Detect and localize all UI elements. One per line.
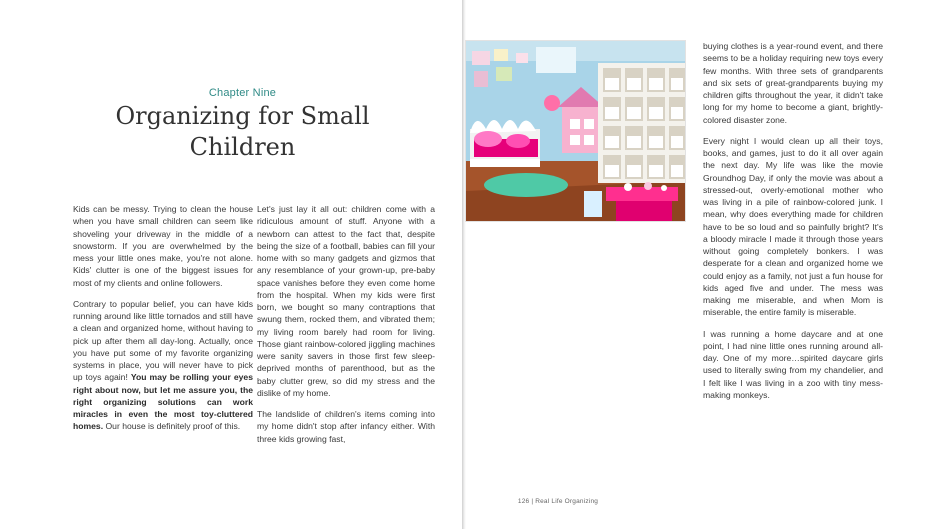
bold-emphasis: You may be rolling your eyes right about now, but let me assure you, the right organizing solutions can work miracles in even the most toy-cluttered homes.	[73, 372, 253, 432]
chapter-label: Chapter Nine	[208, 87, 277, 99]
paragraph: I was running a home daycare and at one point, I had nine little ones running around all-day. One of my more…spirited daycare girls used to literally swing from my chandelier, and I felt like I was living in a zoo with tiny mess-making monkeys.	[703, 328, 883, 400]
paragraph: buying clothes is a year-round event, and there seems to be a holiday requiring new toys every few months. With three sets of grandparents and six sets of great-grandparents buying my children gifts throughout the year, it didn't take long for my home to become a giant, brightly-colored disaster zone.	[703, 41, 883, 125]
chapter-title-line-2: Children	[189, 133, 296, 161]
chapter-title-line-1: Organizing for Small	[115, 102, 370, 130]
paragraph	[73, 298, 253, 433]
chapter-title	[90, 101, 395, 163]
text-column-2	[257, 203, 435, 454]
text-column-1	[73, 203, 253, 442]
left-page	[0, 0, 462, 529]
paragraph: Kids can be messy. Trying to clean the house when you have small children can seem like shoveling your driveway in the middle of a snowstorm. If you are overwhelmed by the mess your little ones make, you're not alone. Kids' clutter is one of the biggest issues for most of my clients and online followers.	[73, 204, 253, 288]
paragraph: Let's just lay it all out: children come with a ridiculous amount of stuff. Anyone with a newborn can attest to the fact that, despite being the size of a football, babies can fill your home with so many gadgets and gizmos that any resemblance of your grown-up, pre-baby space vanishes before they even come home from the hospital. When my kids were first born, we bought so many contraptions that swung them, rocked them, and vibrated them; my living room barely had room for living. Those giant rainbow-colored jiggling machines were sanity savers in those first few sleep-deprived months of parenthood, but as the baby clutter grew, so did my stress and the dislike of my home.	[257, 204, 435, 398]
paragraph-text: Contrary to popular belief, you can have kids running around like little tornados and still have a clean and organized home, without having to pick up after them all day-long. Actually, once you have put some of my favorite organizing systems in place, you will never have to pick up toys again!	[73, 298, 253, 383]
page-folio: 126 | Real Life Organizing	[517, 498, 599, 505]
text-column-3	[703, 40, 883, 410]
paragraph: Every night I would clean up all their toys, books, and games, just to do it all over again the next day. My life was like the movie Groundhog Day, if only the movie was about a stressed-out, overly-emotional mother who was living in a pile of rainbow-colored junk. I mean, why does everything made for children have to be so loud and so painfully bright? It's a bloody miracle I made it through those years without going completely bonkers. I was desperate for a clean and organized home we could enjoy as a family, not just a fun house for kids aged five and under. The mess was making me miserable, and when Mom is miserable, the entire family is miserable.	[703, 135, 883, 318]
paragraph-text: Our house is definitely proof of this.	[103, 421, 241, 432]
paragraph: The landslide of children's items coming into my home didn't stop after infancy either. With three kids growing fast,	[257, 409, 435, 444]
